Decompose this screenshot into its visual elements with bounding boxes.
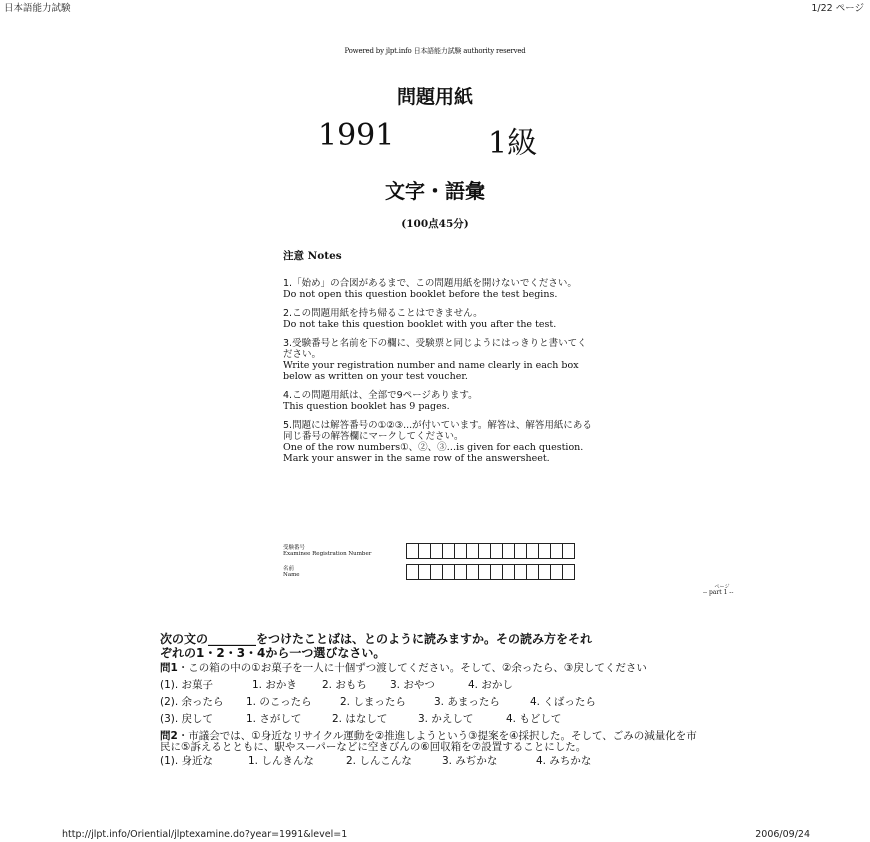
note-ja: 1.「始め」の合図があるまで、この問題用紙を開けないでください。 (283, 278, 577, 289)
q1-option-row (160, 696, 705, 708)
q1-choice[interactable]: 4. くばったら (530, 696, 596, 708)
note-en: Do not open this question booklet before the test begins. (283, 289, 558, 300)
print-footer-url: http://jlpt.info/Oriential/jlptexamine.do?year=1991&level=1 (62, 829, 348, 840)
q2-choice[interactable]: 3. みぢかな (442, 755, 498, 767)
q1-choice[interactable]: 4. おかし (468, 679, 513, 691)
q1-choice[interactable]: 3. かえして (418, 713, 474, 725)
doc-year: 1991 (318, 118, 395, 153)
page-marker-label: ページ (714, 584, 730, 590)
note-ja: 4.この問題用紙は、全部で9ページあります。 (283, 390, 478, 401)
name-label-ja: 名前 (283, 566, 295, 572)
registration-boxes[interactable] (407, 543, 575, 559)
note-item (283, 420, 593, 464)
name-label-en: Name (283, 572, 300, 578)
question-1-stem (160, 663, 705, 674)
q1-option-row (160, 679, 705, 691)
note-item (283, 308, 593, 330)
note-ja: 5.問題には解答番号の①②③...が付いています。解答は、解答用紙にある同じ番号の解答欄にマークしてください。 (283, 420, 592, 442)
q2-item-label: (1). 身近な (160, 755, 214, 767)
question-1-label: 問1 (160, 662, 178, 674)
q1-choice[interactable]: 2. おもち (322, 679, 367, 691)
q1-choice[interactable]: 2. はなして (332, 713, 388, 725)
doc-points: (100点45分) (401, 218, 469, 230)
notes-heading: 注意 Notes (283, 250, 342, 262)
name-field (283, 566, 300, 578)
registration-field (283, 545, 371, 557)
q1-choice[interactable]: 3. あまったら (434, 696, 500, 708)
note-en: This question booklet has 9 pages. (283, 401, 450, 412)
question-2-label: 問2 (160, 730, 178, 742)
doc-section: 文字・語彙 (385, 179, 485, 203)
q1-choice[interactable]: 1. さがして (246, 713, 302, 725)
q1-item-label: (1). お菓子 (160, 679, 214, 691)
q2-choice[interactable]: 2. しんこんな (346, 755, 412, 767)
print-header-page: 1/22 ページ (811, 3, 864, 14)
note-en: Write your registration number and name clearly in each box below as written on your test voucher. (283, 360, 579, 382)
print-footer-date: 2006/09/24 (755, 829, 810, 840)
q1-choice[interactable]: 4. もどして (506, 713, 562, 725)
notes-list (283, 278, 593, 472)
print-header-title: 日本語能力試験 (4, 3, 71, 14)
registration-label-ja: 受験番号 (283, 545, 306, 551)
q1-choice[interactable]: 1. おかき (252, 679, 297, 691)
note-ja: 3.受験番号と名前を下の欄に、受験票と同じようにはっきりと書いてください。 (283, 338, 587, 360)
q1-choice[interactable]: 1. のこったら (246, 696, 312, 708)
name-boxes[interactable] (407, 564, 575, 580)
q2-option-row (160, 755, 705, 767)
question-1-text: ・この箱の中の①お菓子を一人に十個ずつ渡してください。そして、②余ったら、③戻してください (177, 662, 647, 674)
note-item (283, 278, 593, 300)
registration-label-en: Examinee Registration Number (283, 551, 372, 557)
question-2-stem (160, 731, 705, 753)
q2-choice[interactable]: 4. みちかな (536, 755, 592, 767)
question-section (160, 632, 705, 767)
instruction-line-1: 次の文の________をつけたことばは、とのように読みますか。その読み方をそれ (160, 632, 593, 646)
q1-item-label: (2). 余ったら (160, 696, 224, 708)
note-en: One of the row numbers①、②、③…is given for each question. Mark your answer in the same row of the answersheet. (283, 442, 584, 464)
instruction-line-2: ぞれの1・2・3・4から一つ選びなさい。 (160, 646, 386, 660)
note-ja: 2.この問題用紙を持ち帰ることはできません。 (283, 308, 483, 319)
note-item (283, 338, 593, 382)
q1-choice[interactable]: 2. しまったら (340, 696, 406, 708)
powered-by-line: Powered by jlpt.info 日本語能力試験 authority reserved (344, 47, 526, 55)
page-marker: -- part 1 -- (703, 589, 734, 596)
q1-option-row (160, 713, 705, 725)
note-item (283, 390, 593, 412)
note-en: Do not take this question booklet with you after the test. (283, 319, 557, 330)
q1-choice[interactable]: 3. おやつ (390, 679, 435, 691)
q2-choice[interactable]: 1. しんきんな (248, 755, 314, 767)
question-2-text: ・市議会では、①身近なリサイクル運動を②推進しようという③提案を④採択した。そして、ごみの減量化を市民に⑤訴えるとともに、駅やスーパーなどに空きびんの⑥回収箱を⑦設置することにした。 (160, 730, 697, 753)
doc-title: 問題用紙 (396, 86, 473, 108)
q1-item-label: (3). 戻して (160, 713, 214, 725)
doc-level: 1級 (488, 126, 538, 161)
